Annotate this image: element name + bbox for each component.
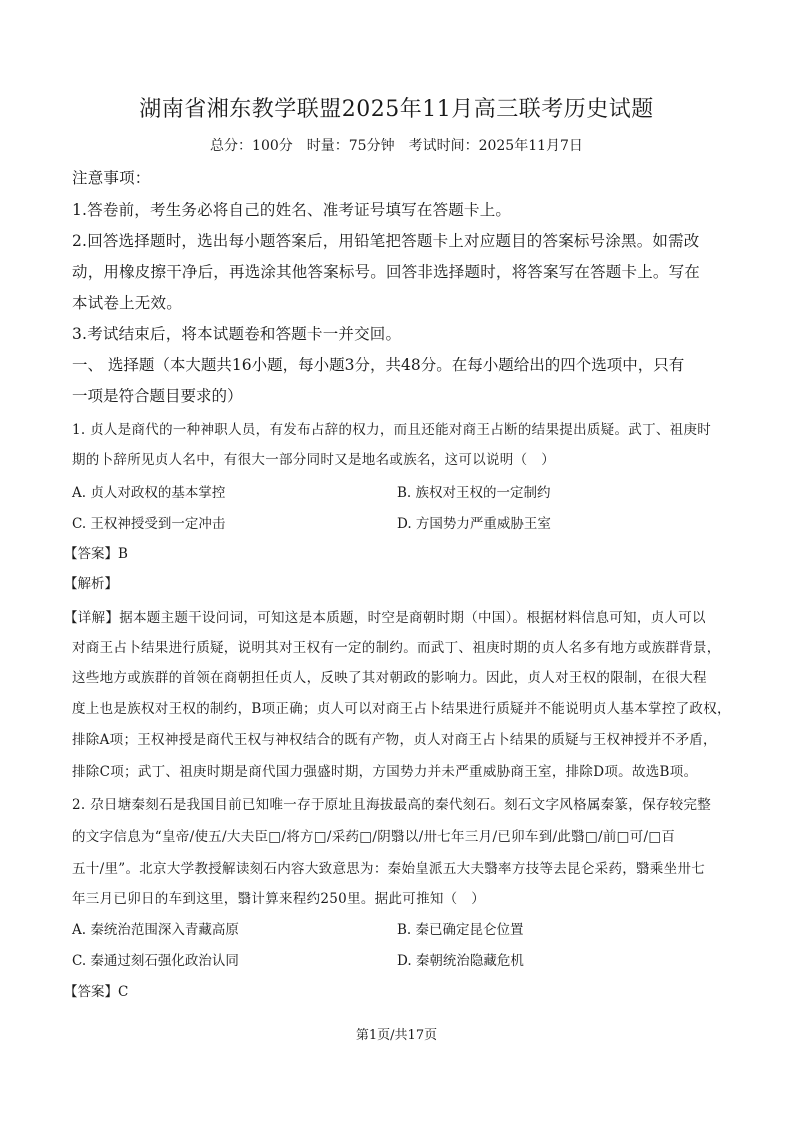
option-c: C. 王权神授受到一定冲击 [72,516,226,532]
question-stem: 年三月已卯日的车到这里，翳计算来程约250里。据此可推知（ ） [72,891,486,907]
option-d: D. 方国势力严重威胁王室 [397,516,551,532]
option-c: C. 秦通过刻石强化政治认同 [72,953,239,969]
analysis-label: 【解析】 [64,576,118,592]
notice-line: 本试卷上无效。 [72,294,182,312]
section-heading: 一、 选择题（本大题共16小题，每小题3分，共48分。在每小题给出的四个选项中，只有 [72,356,685,374]
notice-line: 动，用橡皮擦干净后，再选涂其他答案标号。回答非选择题时，将答案写在答题卡上。写在 [72,263,701,281]
question-stem: 五十/里”。北京大学教授解读刻石内容大致意思为：秦始皇派五大夫翳率方技等去昆仑采药，翳乘坐卅七 [72,861,706,877]
option-b: B. 秦已确定昆仑位置 [397,922,524,938]
question-stem: 1. 贞人是商代的一种神职人员，有发布占辞的权力，而且还能对商王占断的结果提出质疑。武丁、祖庚时 [72,422,712,438]
page-footer: 第1页/共17页 [355,1028,438,1043]
option-d: D. 秦朝统治隐藏危机 [397,953,524,969]
analysis-text: 排除A项；王权神授是商代王权与神权结合的既有产物，贞人对商王占卜结果的质疑与王权神授并不矛盾， [72,732,717,748]
notice-line: 1.答卷前，考生务必将自己的姓名、准考证号填写在答题卡上。 [72,201,512,219]
question-stem: 2. 尕日塘秦刻石是我国目前已知唯一存于原址且海拔最高的秦代刻石。刻石文字风格属秦篆，保存较完整 [72,797,712,813]
exam-meta: 总分：100分 时量：75分钟 考试时间：2025年11月7日 [210,138,583,154]
option-a: A. 贞人对政权的基本掌控 [72,485,226,501]
option-b: B. 族权对王权的一定制约 [397,485,551,501]
analysis-text: 对商王占卜结果进行质疑，说明其对王权有一定的制约。而武丁、祖庚时期的贞人名多有地方或族群背景， [72,640,721,656]
answer-label: 【答案】B [64,546,128,562]
answer-label: 【答案】C [64,984,129,1000]
question-stem: 的文字信息为“皇帝/使五/大夫臣□/将方□/采药□/阴翳以/卅七年三月/已卯车到/此翳□/前□可/□百 [72,829,676,845]
analysis-text: 这些地方或族群的首领在商朝担任贞人，反映了其对朝政的影响力。因此，贞人对王权的限制，在很大程 [72,670,707,686]
page-title: 湖南省湘东教学联盟2025年11月高三联考历史试题 [139,97,654,122]
analysis-text: 排除C项；武丁、祖庚时期是商代国力强盛时期，方国势力并未严重威胁商王室，排除D项。故选B项。 [72,764,698,780]
notice-heading: 注意事项： [72,169,151,187]
section-heading: 一项是符合题目要求的） [72,387,243,405]
analysis-text: 【详解】据本题主题干设问词，可知这是本质题，时空是商朝时期（中国）。根据材料信息可知，贞人可以 [64,610,706,626]
option-a: A. 秦统治范围深入青藏高原 [72,922,239,938]
analysis-text: 度上也是族权对王权的制约，B项正确；贞人可以对商王占卜结果进行质疑并不能说明贞人基本掌控了政权， [72,701,731,717]
notice-line: 2.回答选择题时，选出每小题答案后，用铅笔把答题卡上对应题目的答案标号涂黑。如需改 [72,232,700,250]
question-stem: 期的卜辞所见贞人名中，有很大一部分同时又是地名或族名，这可以说明（ ） [72,452,555,468]
notice-line: 3.考试结束后，将本试题卷和答题卡一并交回。 [72,325,402,343]
